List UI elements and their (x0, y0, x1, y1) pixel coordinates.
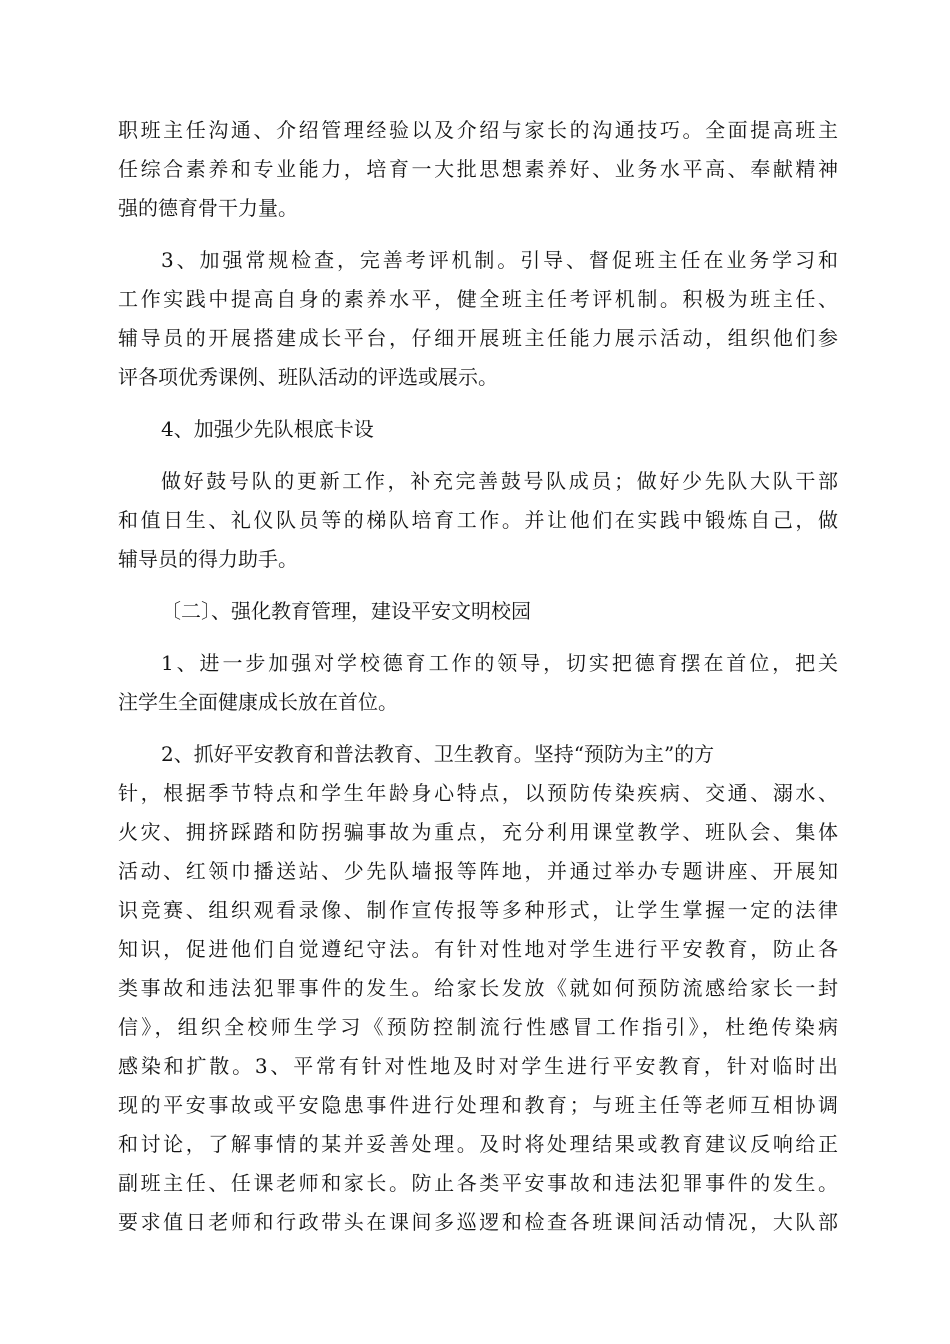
section-heading: 4、加强少先队根底卡设 (161, 417, 374, 441)
text-line: 辅导员的开展搭建成长平台，仔细开展班主任能力展示活动，组织他们参 (118, 326, 838, 350)
text-line: 和讨论，了解事情的某并妥善处理。及时将处理结果或教育建议反响给正 (118, 1132, 838, 1156)
text-line: 信》，组织全校师生学习《预防控制流行性感冒工作指引》，杜绝传染病 (118, 1015, 838, 1039)
text-line: 强的德育骨干力量。 (118, 196, 298, 220)
text-line: 1、进一步加强对学校德育工作的领导，切实把德育摆在首位，把关 (161, 651, 838, 675)
text-line: 副班主任、任课老师和家长。防止各类平安事故和违法犯罪事件的发生。 (118, 1171, 838, 1195)
text-line: 要求值日老师和行政带头在课间多巡逻和检查各班课间活动情况，大队部 (118, 1210, 838, 1234)
text-line: 评各项优秀课例、班队活动的评选或展示。 (118, 365, 498, 389)
text-line: 现的平安事故或平安隐患事件进行处理和教育；与班主任等老师互相协调 (118, 1093, 838, 1117)
text-line: 活动、红领巾播送站、少先队墙报等阵地，并通过举办专题讲座、开展知 (118, 859, 838, 883)
text-line: 感染和扩散。3、平常有针对性地及时对学生进行平安教育，针对临时出 (118, 1054, 838, 1078)
text-line: 识竞赛、组织观看录像、制作宣传报等多种形式，让学生掌握一定的法律 (118, 898, 838, 922)
text-line: 注学生全面健康成长放在首位。 (118, 690, 398, 714)
text-line: 类事故和违法犯罪事件的发生。给家长发放《就如何预防流感给家长一封 (118, 976, 838, 1000)
text-line: 辅导员的得力助手。 (118, 547, 298, 571)
text-line: 做好鼓号队的更新工作，补充完善鼓号队成员；做好少先队大队干部 (161, 469, 838, 493)
text-line: 2、抓好平安教育和普法教育、卫生教育。坚持“预防为主”的方 (161, 742, 715, 766)
text-line: 和值日生、礼仪队员等的梯队培育工作。并让他们在实践中锻炼自己，做 (118, 508, 838, 532)
text-line: 知识，促进他们自觉遵纪守法。有针对性地对学生进行平安教育，防止各 (118, 937, 838, 961)
text-line: 职班主任沟通、介绍管理经验以及介绍与家长的沟通技巧。全面提高班主 (118, 118, 838, 142)
section-heading: 〔二〕、强化教育管理，建设平安文明校园 (161, 599, 531, 623)
text-line: 工作实践中提高自身的素养水平，健全班主任考评机制。积极为班主任、 (118, 287, 838, 311)
text-line: 火灾、拥挤踩踏和防拐骗事故为重点，充分利用课堂教学、班队会、集体 (118, 820, 838, 844)
text-line: 针，根据季节特点和学生年龄身心特点，以预防传染疾病、交通、溺水、 (118, 781, 838, 805)
text-line: 3、加强常规检查，完善考评机制。引导、督促班主任在业务学习和 (161, 248, 838, 272)
text-line: 任综合素养和专业能力，培育一大批思想素养好、业务水平高、奉献精神 (118, 157, 838, 181)
